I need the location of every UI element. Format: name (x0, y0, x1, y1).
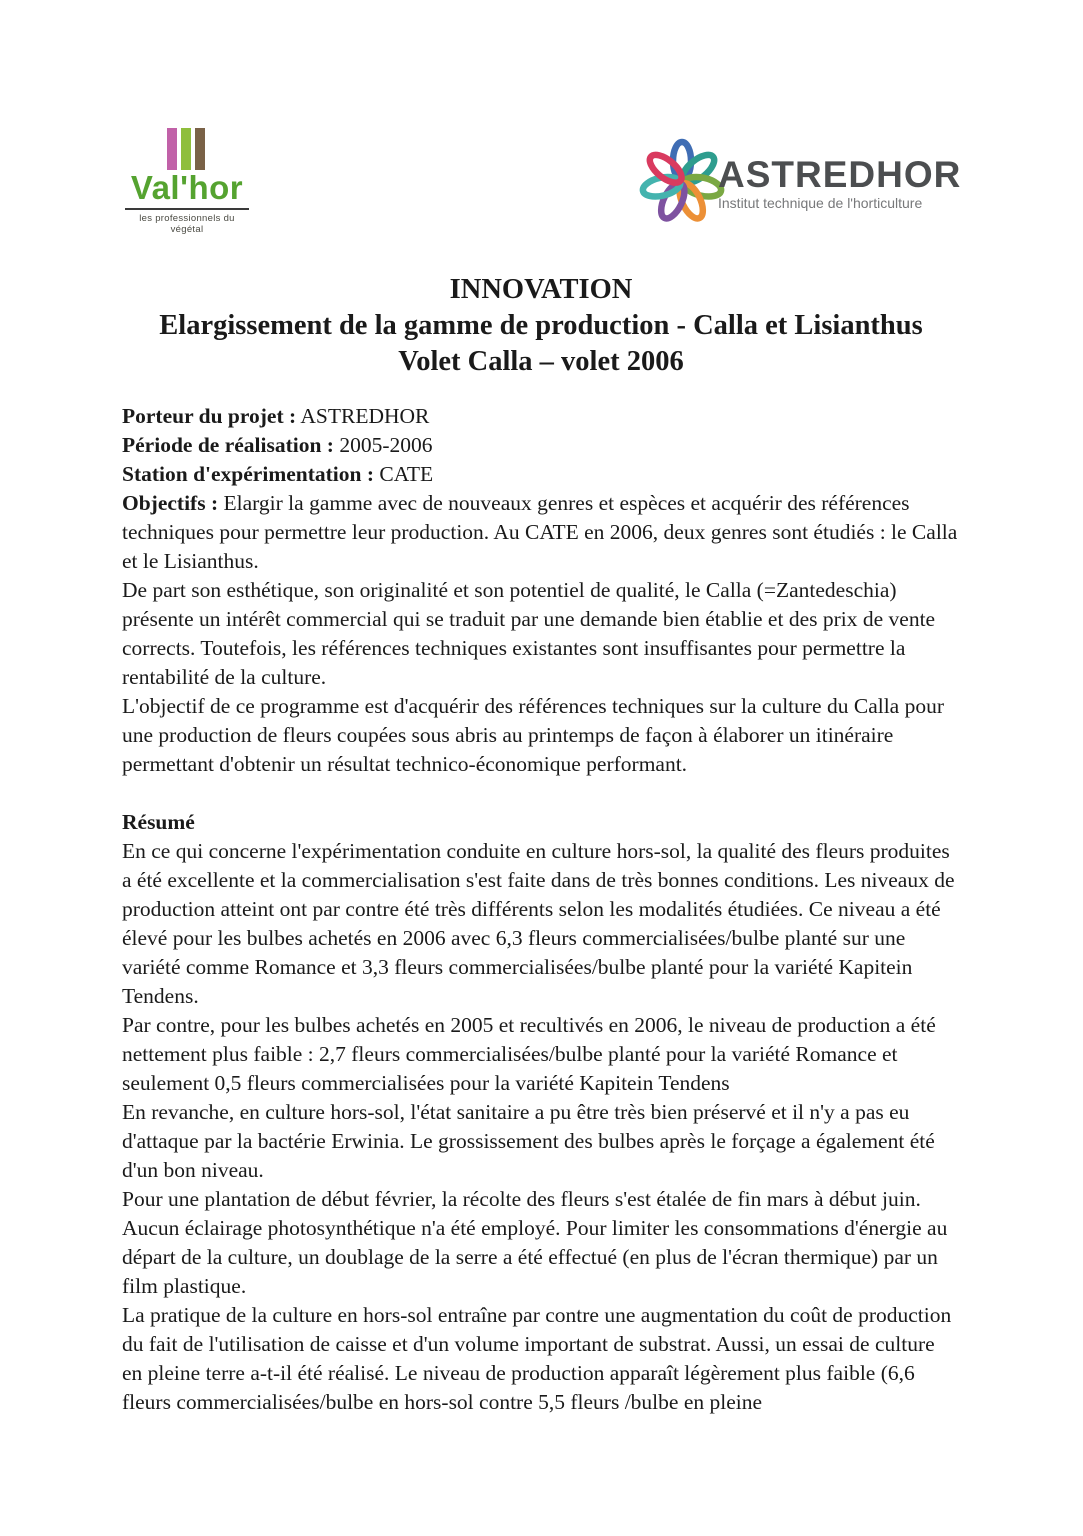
resume-heading: Résumé (122, 810, 195, 834)
periode-label: Période de réalisation : (122, 433, 334, 457)
valhor-stripes-icon (167, 128, 207, 170)
paragraph-objectif-programme: L'objectif de ce programme est d'acquérir des références techniques sur la culture du Calla pour une production de fleurs coupées sous abris au printemps de façon à élaborer un itinéraire permettant d'obtenir un résultat technico-économique performant. (122, 694, 945, 776)
meta-row-porteur (122, 402, 960, 431)
porteur-value: ASTREDHOR (296, 404, 430, 428)
title-line-3: Volet Calla – volet 2006 (398, 346, 684, 377)
meta-row-station (122, 460, 960, 489)
title-line-2: Elargissement de la gamme de production - Calla et Lisianthus (159, 310, 923, 341)
objectifs-text: Elargir la gamme avec de nouveaux genres et espèces et acquérir des références techniques pour permettre leur production. Au CATE en 2006, deux genres sont étudiés : le Calla et le Lisianthus. (122, 491, 958, 573)
meta-row-periode (122, 431, 960, 460)
porteur-label: Porteur du projet : (122, 404, 297, 428)
document-body (122, 489, 960, 1417)
valhor-tagline: les professionnels du végétal (125, 208, 249, 235)
valhor-logo (125, 128, 249, 235)
astredhor-tagline: Institut technique de l'horticulture (718, 194, 923, 211)
station-label: Station d'expérimentation : (122, 462, 375, 486)
valhor-wordmark: Val'hor (130, 169, 244, 206)
paragraph-pratique: La pratique de la culture en hors-sol entraîne par contre une augmentation du coût de production du fait de l'utilisation de caisse et d'un volume important de substrat. Aussi, un essai de culture en pleine terre a-t-il été réalisé. Le niveau de production apparaît légèrement plus faible (6,6 fleurs commercialisées/bulbe en hors-sol contre 5,5 fleurs /bulbe en pleine (122, 1303, 952, 1414)
paragraph-en-revanche: En revanche, en culture hors-sol, l'état sanitaire a pu être très bien préservé et il n'y a pas eu d'attaque par la bactérie Erwinia. Le grossissement des bulbes après le forçage a également été d'un bon niveau. (122, 1100, 935, 1182)
astredhor-logo (636, 134, 961, 226)
document-content (122, 272, 960, 1417)
astredhor-logo-text (718, 153, 962, 211)
paragraph-objectifs-2: De part son esthétique, son originalité et son potentiel de qualité, le Calla (=Zantedeschia) présente un intérêt commercial qui se traduit par une demande bien établie et des prix de vente corrects. Toutefois, les références techniques existantes sont insuffisantes pour permettre la rentabilité de la culture. (122, 578, 936, 689)
paragraph-plantation: Pour une plantation de début février, la récolte des fleurs s'est étalée de fin mars à début juin. Aucun éclairage photosynthétique n'a été employé. Pour limiter les consommations d'énergie au départ de la culture, un doublage de la serre a été effectué (en plus de l'écran thermique) par un film plastique. (122, 1187, 948, 1298)
project-meta (122, 402, 960, 489)
astredhor-wordmark: ASTREDHOR (718, 153, 962, 195)
station-value: CATE (374, 462, 434, 486)
astredhor-pinwheel-icon (636, 134, 728, 226)
title-line-1: INNOVATION (449, 274, 633, 305)
paragraph-resume-1: En ce qui concerne l'expérimentation conduite en culture hors-sol, la qualité des fleurs produites a été excellente et la commercialisation s'est faite dans de très bonnes conditions. Les niveaux de production atteint ont par contre été très différents selon les modalités étudiées. Ce niveau a été élevé pour les bulbes achetés en 2006 avec 6,3 fleurs commercialisées/bulbe planté sur une variété comme Romance et 3,3 fleurs commercialisées/bulbe planté pour la variété Kapitein Tendens. (122, 839, 955, 1008)
paragraph-resume-2: Par contre, pour les bulbes achetés en 2005 et recultivés en 2006, le niveau de production a été nettement plus faible : 2,7 fleurs commercialisées/bulbe planté pour la variété Romance et seulement 0,5 fleurs commercialisées pour la variété Kapitein Tendens (122, 1013, 936, 1095)
objectifs-label: Objectifs : (122, 491, 224, 515)
paragraph-objectifs (122, 489, 960, 576)
periode-value: 2005-2006 (333, 433, 433, 457)
document-title (122, 272, 960, 380)
